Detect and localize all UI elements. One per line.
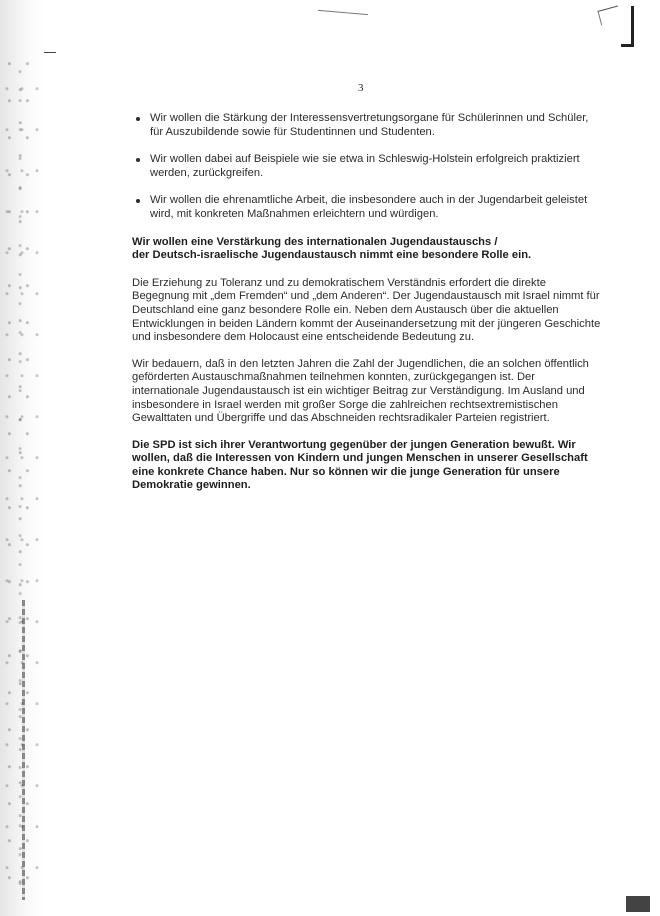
bullet-item	[132, 194, 602, 221]
section-heading	[132, 236, 602, 263]
bullet-icon	[136, 117, 140, 121]
scan-bracket	[621, 6, 634, 47]
bullet-item	[132, 153, 602, 180]
scan-corner-block	[626, 896, 650, 912]
paragraph-toleranz: Die Erziehung zu Toleranz und zu demokratischem Verständnis erfordert die direkte Begegnung mit „dem Fremden“ und „dem Anderen“. Der Jugendaustausch mit Israel nimmt für Deutschland eine ganz besondere Rolle ein. Neben dem Austausch über die aktuellen Entwicklungen in beiden Ländern kommt der Auseinandersetzung mit der jüngeren Geschichte und insbesondere dem Holocaust eine entscheidende Bedeutung zu.	[132, 276, 601, 344]
bullet-icon	[136, 158, 140, 162]
scan-mark-left	[44, 52, 56, 53]
bullet-item	[132, 112, 602, 139]
scan-corner-mark	[596, 0, 642, 46]
page-number: 3	[358, 82, 364, 94]
bullet-text: Wir wollen dabei auf Beispiele wie sie etwa in Schleswig-Holstein erfolgreich praktiziert werden, zurückgreifen.	[150, 153, 580, 179]
bullet-icon	[136, 199, 140, 203]
closing-statement: Die SPD ist sich ihrer Verantwortung gegenüber der jungen Generation bewußt. Wir wollen, daß die Interessen von Kindern und jungen Menschen in unserer Gesellschaft eine konkrete Chance haben. Nur so können wir die junge Generation für unsere Demokratie gewinnen.	[132, 438, 588, 492]
paragraph-austausch: Wir bedauern, daß in den letzten Jahren die Zahl der Jugendlichen, die an solchen öffentlich geförderten Austauschmaßnahmen teilnehmen konnten, zurückgegangen ist. Der internationale Jugendaustausch ist ein wichtiger Beitrag zur Verständigung. Im Ausland und insbesondere in Israel werden mit großer Sorge die zahlreichen rechtsextremistischen Gewalttaten und Übergriffe und das Abschneiden rechtsradikaler Parteien registriert.	[132, 357, 589, 425]
bullet-text: Wir wollen die Stärkung der Interessensvertretungsorgane für Schülerinnen und Schüler, für Auszubildende sowie für Studentinnen und Studenten.	[150, 112, 589, 138]
section-heading-line-1: Wir wollen eine Verstärkung des internationalen Jugendaustauschs /	[132, 235, 498, 248]
bullet-list	[132, 112, 602, 222]
scan-mark-top	[318, 10, 368, 15]
scan-scribble	[597, 6, 621, 26]
section-heading-line-2: der Deutsch-israelische Jugendaustausch nimmt eine besondere Rolle ein.	[132, 249, 532, 262]
bullet-text: Wir wollen die ehrenamtliche Arbeit, die insbesondere auch in der Jugendarbeit geleistet wird, mit konkreten Maßnahmen erleichtern und würdigen.	[150, 194, 588, 220]
document-body	[132, 112, 602, 493]
scan-streak-left	[22, 600, 25, 900]
